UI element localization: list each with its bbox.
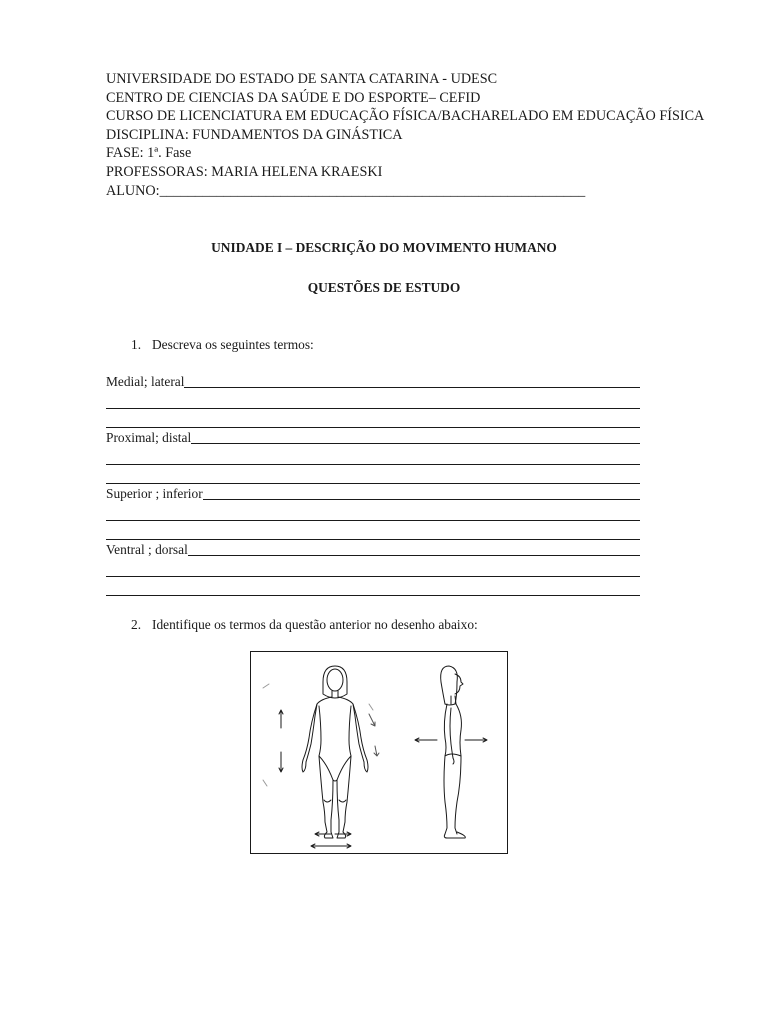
header-course: CURSO DE LICENCIATURA EM EDUCAÇÃO FÍSICA/BACHARELADO EM EDUCAÇÃO FÍSICA	[106, 108, 705, 125]
question-number: 2.	[131, 617, 142, 632]
term-block-ventral-dorsal	[106, 540, 640, 596]
side-figure	[415, 666, 487, 838]
answer-line[interactable]	[106, 465, 640, 484]
answer-line[interactable]	[106, 559, 640, 578]
answer-rule	[184, 386, 640, 388]
term-label: Proximal; distal	[106, 429, 192, 445]
answer-line[interactable]	[106, 577, 640, 596]
term-answer-line[interactable]	[106, 540, 640, 559]
answer-line[interactable]	[106, 409, 640, 428]
question-text: Descreva os seguintes termos:	[152, 337, 314, 352]
section-title: QUESTÕES DE ESTUDO	[307, 280, 461, 295]
header-student: ALUNO:____________________________________________________________	[106, 182, 586, 199]
answer-line[interactable]	[106, 521, 640, 540]
header-university: UNIVERSIDADE DO ESTADO DE SANTA CATARINA - UDESC	[106, 71, 498, 87]
header-phase: FASE: 1ª. Fase	[106, 145, 192, 162]
term-block-proximal-distal	[106, 428, 640, 484]
term-answer-line[interactable]	[106, 372, 640, 391]
answer-rule	[188, 554, 640, 556]
anatomical-position-figure	[250, 651, 508, 854]
term-answer-line[interactable]	[106, 484, 640, 503]
term-label: Ventral ; dorsal	[106, 541, 188, 557]
term-label: Superior ; inferior	[106, 485, 203, 501]
front-figure	[279, 666, 379, 848]
term-answer-line[interactable]	[106, 428, 640, 447]
header-professors: PROFESSORAS: MARIA HELENA KRAESKI	[106, 163, 383, 180]
term-label: Medial; lateral	[106, 373, 185, 389]
header-center: CENTRO DE CIENCIAS DA SAÚDE E DO ESPORTE– CEFID	[106, 89, 481, 106]
question-2	[131, 617, 478, 633]
unit-title: UNIDADE I – DESCRIÇÃO DO MOVIMENTO HUMANO	[211, 240, 557, 255]
question-1	[131, 337, 314, 353]
answer-rule	[203, 498, 640, 500]
answer-line[interactable]	[106, 503, 640, 522]
term-block-medial-lateral	[106, 372, 640, 428]
document-header	[106, 70, 704, 200]
anatomical-position-figures-icon	[251, 652, 507, 853]
term-block-superior-inferior	[106, 484, 640, 540]
answer-rule	[191, 442, 640, 444]
question-text: Identifique os termos da questão anterior no desenho abaixo:	[152, 617, 478, 632]
answer-line[interactable]	[106, 447, 640, 466]
question-number: 1.	[131, 337, 142, 352]
answer-line[interactable]	[106, 391, 640, 410]
header-discipline: DISCIPLINA: FUNDAMENTOS DA GINÁSTICA	[106, 126, 403, 143]
